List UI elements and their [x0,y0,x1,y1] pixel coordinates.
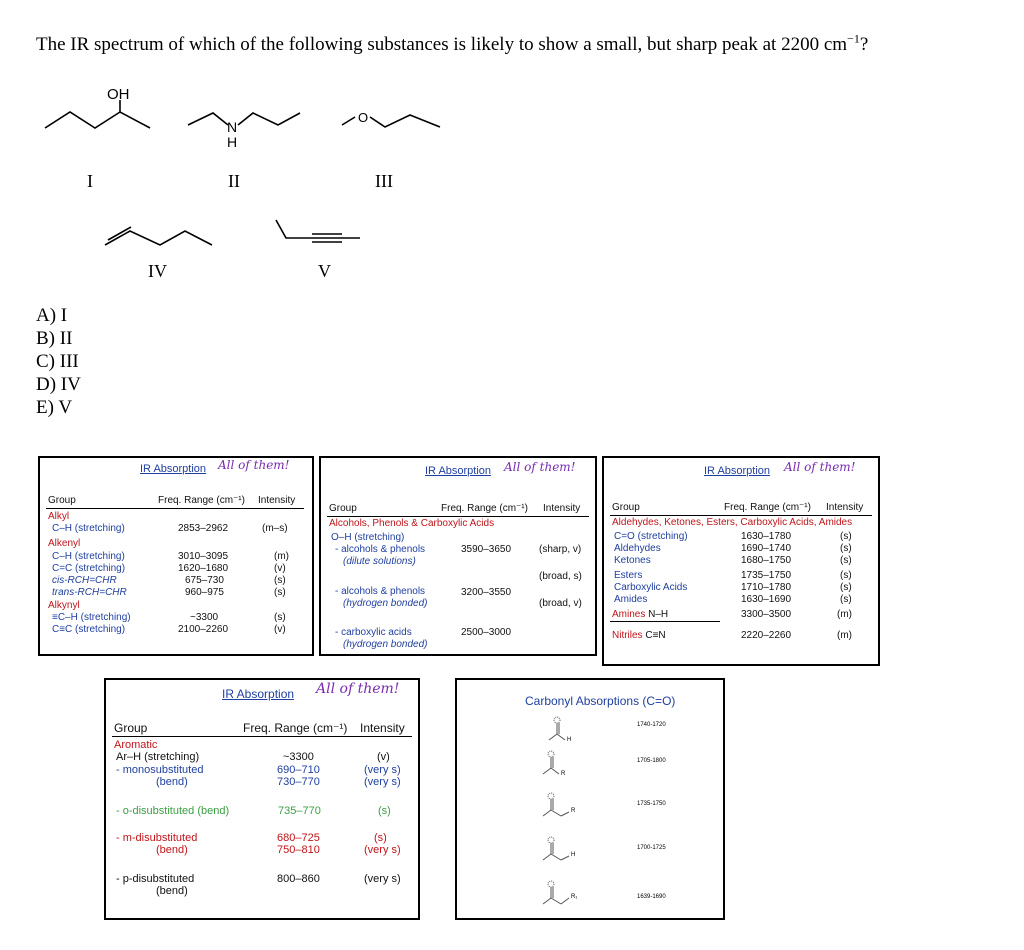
carbonyl-sub-4: R₁ [571,894,578,900]
table2-handwriting: All of them! [504,460,576,474]
option-c[interactable]: C) III [36,351,79,372]
table4-meta-bend: (bend) [156,844,188,856]
table4-ortho: - o-disubstituted (bend) [116,805,230,817]
carbonyl-title: Carbonyl Absorptions (C=O) [525,694,676,708]
label-i: I [87,171,93,191]
table3-divider-2 [610,621,720,622]
table3-amines-int: (m) [837,609,852,620]
table4-handwriting: All of them! [316,681,400,697]
table4-ortho-range: 735–770 [278,805,321,817]
table4-para-bend: (bend) [156,885,188,897]
table2-title: IR Absorption [425,465,492,477]
table1-yn-i0: (s) [274,612,286,623]
table4-head-freq: Freq. Range (cm⁻¹) [243,721,348,735]
structure-ii-right [238,113,300,125]
table3-r1: 1690–1740 [741,543,792,554]
table1-alk-r1: 1620–1680 [178,563,229,574]
table2-head-freq: Freq. Range (cm⁻¹) [441,503,528,514]
table3-g5: Amides [614,594,648,605]
carbonyl-range-0: 1740-1720 [637,722,666,728]
label-iv: IV [148,261,167,281]
table1-alk-2: cis-RCH=CHR [52,575,117,586]
table2-r1int2: (broad, s) [539,571,582,582]
structures-diagram [0,80,520,290]
carbonyl-range-2: 1735-1750 [637,801,666,807]
table2-r2int: (broad, v) [539,598,582,609]
table3-r3: 1735–1750 [741,570,792,581]
table3-r0: 1630–1780 [741,531,792,542]
option-b[interactable]: B) II [36,328,73,349]
carbonyl-sub-1: R [561,771,566,777]
table4-mono-i0: (very s) [364,764,401,776]
table2-category: Alcohols, Phenols & Carboxylic Acids [329,518,495,529]
table1-alk-r0: 3010–3095 [178,551,229,562]
table2-head-intensity: Intensity [543,503,581,514]
structure-ii-n: N [227,119,238,135]
table2-r3a: - carboxylic acids [335,627,412,638]
table3-i2: (s) [840,555,852,566]
table3-r2: 1680–1750 [741,555,792,566]
carbonyl-sub-0: H [567,737,572,743]
table2-r1b: (dilute solutions) [343,556,416,567]
table1-divider [46,508,304,509]
table3-i3: (s) [840,570,852,581]
table1-alk-i3: (s) [274,587,286,598]
table2-r1range: 3590–3650 [461,544,512,555]
table4-title: IR Absorption [222,687,295,701]
structure-iv-double-bond [108,227,131,240]
table1-alk-i1: (v) [274,563,286,574]
table4-head-intensity: Intensity [360,721,405,735]
structure-i-oh: OH [107,86,130,103]
table1-head-freq: Freq. Range (cm⁻¹) [158,495,245,506]
structure-iii-left [342,117,355,125]
structure-ii-h: H [227,134,238,150]
table2-head-group: Group [329,503,357,514]
table4-arh-int: (v) [377,751,390,763]
table2-r1int: (sharp, v) [539,544,582,555]
table4-divider [112,736,412,737]
table4-mono-r1: 730–770 [277,776,320,788]
table3-nitriles-int: (m) [837,630,852,641]
structure-i-skeleton [45,112,150,128]
table1-handwriting: All of them! [218,458,290,472]
table1-ch: C–H (stretching) [52,523,125,534]
table3-g0: C=O (stretching) [614,531,688,542]
table4-para: - p-disubstituted [116,873,195,885]
table1-alkenyl: Alkenyl [48,538,81,549]
table1-head-group: Group [48,495,76,506]
table4-meta-r0: 680–725 [277,832,320,844]
table4-para-int: (very s) [364,873,401,885]
table3-g1: Aldehydes [614,543,661,554]
option-a[interactable]: A) I [36,305,68,326]
table4-arh: Ar–H (stretching) [116,751,200,763]
label-v: V [318,261,331,281]
table2-r2range: 3200–3550 [461,587,512,598]
table1-alkyl: Alkyl [48,511,70,522]
carbonyl-sub-2: R [571,808,576,814]
table2-oh: O–H (stretching) [331,532,405,543]
structure-ii-left [188,113,228,125]
table1-alk-r3: 960–975 [185,587,224,598]
table2-r1a: - alcohols & phenols [335,544,426,555]
carbonyl-sub-3: H [571,852,576,858]
carbonyl-structures [537,714,597,914]
table1-alkynyl: Alkynyl [48,600,80,611]
table3-i0: (s) [840,531,852,542]
table1-title: IR Absorption [140,463,207,475]
structure-iii-o: O [358,110,369,125]
table4-para-range: 800–860 [277,873,320,885]
table4-meta-r1: 750–810 [277,844,320,856]
table4-meta-i1: (very s) [364,844,401,856]
table1-alk-0: C–H (stretching) [52,551,125,562]
ir-table-aromatic [104,678,420,920]
table1-alk-i0: (m) [274,551,289,562]
table4-mono: - monosubstituted [116,764,204,776]
table3-g3: Esters [614,570,643,581]
table2-r2a: - alcohols & phenols [335,586,426,597]
table3-g4: Carboxylic Acids [614,582,688,593]
option-e[interactable]: E) V [36,397,73,418]
table3-category: Aldehydes, Ketones, Esters, Carboxylic Acids, Amides [612,517,853,528]
table3-i5: (s) [840,594,852,605]
table3-r4: 1710–1780 [741,582,792,593]
table4-mono-i1: (very s) [364,776,401,788]
table3-nitriles-range: 2220–2260 [741,630,792,641]
question-text: The IR spectrum of which of the following substances is likely to show a small, but sharp peak at 2200 $cm^{-1}$? [36,31,869,55]
table2-divider [327,516,589,517]
ir-table-alcohols [319,456,597,656]
structure-v-left [276,220,312,238]
label-iii: III [375,171,393,191]
table2-r2b: (hydrogen bonded) [343,598,428,609]
table1-ch-int: (m–s) [262,523,288,534]
table4-arh-range: ~3300 [283,751,314,763]
table2-r3range: 2500–3000 [461,627,512,638]
table3-r5: 1630–1690 [741,594,792,605]
table1-yn-r0: ~3300 [190,612,219,623]
table4-meta: - m-disubstituted [116,832,198,844]
table3-head-intensity: Intensity [826,502,864,513]
table4-head-group: Group [114,721,148,735]
table1-yn-1: C≡C (stretching) [52,624,126,635]
table1-alk-i2: (s) [274,575,286,586]
structure-iii-right [370,115,440,127]
table4-mono-bend: (bend) [156,776,188,788]
table3-head-group: Group [612,502,640,513]
table1-yn-i1: (v) [274,624,286,635]
table1-head-intensity: Intensity [258,495,296,506]
table3-nitriles: Nitriles C≡N [612,630,666,641]
table3-title: IR Absorption [704,465,771,477]
label-ii: II [228,171,240,191]
table4-ortho-int: (s) [378,805,391,817]
table1-alk-r2: 675–730 [185,575,224,586]
table1-yn-0: ≡C–H (stretching) [52,612,131,623]
carbonyl-panel [455,678,725,920]
ir-table-alkyl [38,456,314,656]
table1-alk-3: trans-RCH=CHR [52,587,127,598]
table2-r3b: (hydrogen bonded) [343,639,428,650]
carbonyl-range-1: 1705-1800 [637,758,666,764]
table3-i1: (s) [840,543,852,554]
table4-mono-r0: 690–710 [277,764,320,776]
table3-amines-range: 3300–3500 [741,609,792,620]
carbonyl-range-3: 1700-1725 [637,845,666,851]
option-d[interactable]: D) IV [36,374,81,395]
table4-meta-i0: (s) [374,832,387,844]
table3-g2: Ketones [614,555,651,566]
table3-head-freq: Freq. Range (cm⁻¹) [724,502,811,513]
ir-table-carbonyl [602,456,880,666]
table4-aromatic: Aromatic [114,739,158,751]
table3-amines: Amines N–H [612,609,669,620]
carbonyl-range-4: 1639-1690 [637,894,666,900]
table1-yn-r1: 2100–2260 [178,624,229,635]
table3-divider [610,515,872,516]
table1-alk-1: C=C (stretching) [52,563,126,574]
table1-ch-range: 2853–2962 [178,523,229,534]
table3-i4: (s) [840,582,852,593]
table3-handwriting: All of them! [784,460,856,474]
